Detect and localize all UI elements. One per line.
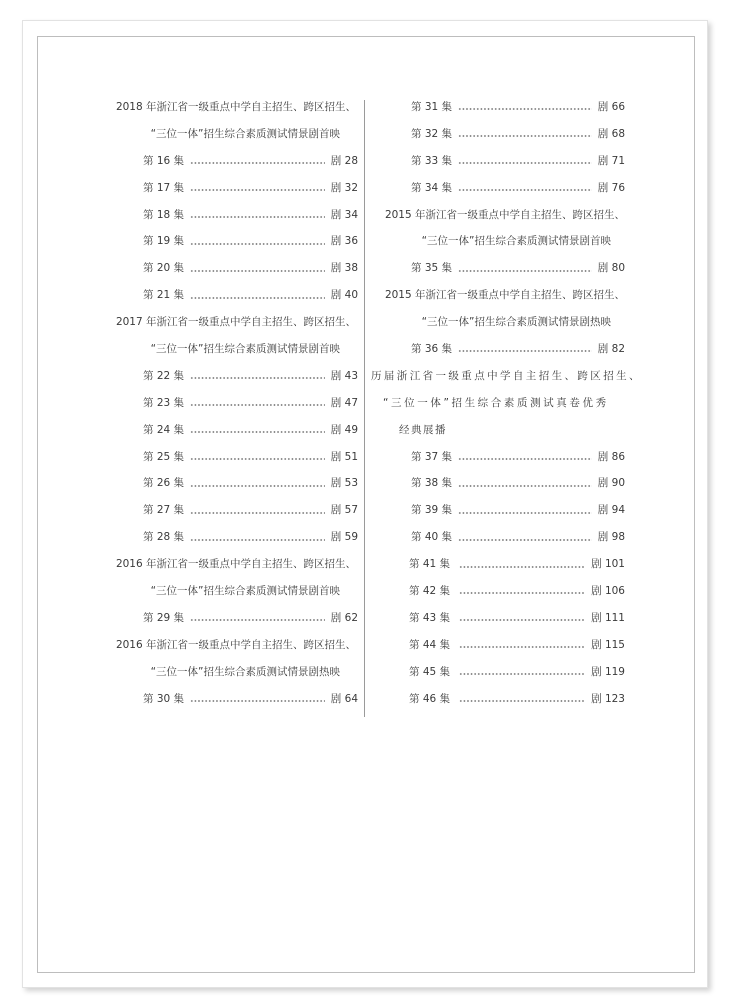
episode-label: 第 33 集 [411, 154, 453, 167]
toc-entry [411, 444, 625, 471]
episode-label: 第 25 集 [143, 450, 185, 463]
page-number: 剧 80 [597, 262, 625, 275]
section-heading: “三位一体”招生综合素质测试情景剧热映 [421, 316, 611, 329]
dot-leader [459, 700, 585, 702]
toc-entry [143, 390, 358, 417]
section-heading: 历届浙江省一级重点中学自主招生、跨区招生、 [371, 369, 642, 382]
toc-entry [143, 524, 358, 551]
toc-entry [143, 417, 358, 444]
section-heading: “三位一体”招生综合素质测试情景剧首映 [150, 343, 340, 356]
toc-entry [143, 444, 358, 471]
toc-entry [143, 202, 358, 229]
dot-leader [190, 431, 325, 433]
episode-label: 第 36 集 [411, 343, 453, 356]
toc-entry [409, 686, 625, 713]
page-number: 剧 71 [597, 154, 625, 167]
episode-label: 第 19 集 [143, 235, 185, 248]
page-number: 剧 62 [330, 611, 358, 624]
dot-leader [458, 539, 592, 541]
toc-right-column [369, 94, 642, 712]
toc-entry [409, 551, 625, 578]
dot-leader [458, 350, 592, 352]
section-heading: 2016 年浙江省一级重点中学自主招生、跨区招生、 [115, 638, 356, 651]
dot-leader [190, 539, 325, 541]
page-number: 剧 86 [597, 450, 625, 463]
toc-entry [411, 121, 625, 148]
toc-entry [143, 255, 358, 282]
page-number: 剧 53 [330, 477, 358, 490]
section-heading: “三位一体”招生综合素质测试情景剧首映 [421, 235, 611, 248]
episode-label: 第 46 集 [409, 692, 451, 705]
page-number: 剧 49 [330, 423, 358, 436]
toc-entry [143, 605, 358, 632]
toc-entry [411, 94, 625, 121]
dot-leader [458, 512, 592, 514]
episode-label: 第 26 集 [143, 477, 185, 490]
episode-label: 第 35 集 [411, 262, 453, 275]
toc-entry [411, 336, 625, 363]
section-heading: 2017 年浙江省一级重点中学自主招生、跨区招生、 [115, 316, 356, 329]
page-number: 剧 66 [597, 101, 625, 113]
dot-leader [190, 377, 325, 379]
toc-entry [411, 175, 625, 202]
episode-label: 第 20 集 [143, 262, 185, 275]
page-number: 剧 64 [330, 692, 358, 705]
episode-label: 第 38 集 [411, 477, 453, 490]
page-number: 剧 28 [330, 154, 358, 167]
page-number: 剧 59 [330, 531, 358, 544]
dot-leader [190, 270, 325, 272]
page-number: 剧 111 [591, 611, 625, 624]
dot-leader [190, 216, 325, 218]
page-number: 剧 90 [597, 477, 625, 490]
toc-entry [409, 578, 625, 605]
toc-entry [143, 363, 358, 390]
dot-leader [190, 485, 325, 487]
dot-leader [190, 162, 325, 164]
page-number: 剧 43 [330, 369, 358, 382]
episode-label: 第 21 集 [143, 289, 185, 302]
toc-entry [143, 228, 358, 255]
dot-leader [459, 673, 585, 675]
dot-leader [459, 646, 585, 648]
episode-label: 第 41 集 [409, 558, 451, 571]
dot-leader [190, 619, 325, 621]
toc-entry [411, 497, 625, 524]
dot-leader [190, 243, 325, 245]
dot-leader [190, 512, 325, 514]
dot-leader [458, 458, 592, 460]
dot-leader [458, 162, 592, 164]
page-number: 剧 98 [597, 531, 625, 544]
page-number: 剧 94 [597, 504, 625, 517]
episode-label: 第 29 集 [143, 611, 185, 624]
page-number: 剧 106 [591, 585, 625, 598]
page-number: 剧 68 [597, 127, 625, 140]
page-number: 剧 34 [330, 208, 358, 221]
page-number: 剧 119 [591, 665, 625, 678]
episode-label: 第 18 集 [143, 208, 185, 221]
episode-label: 第 30 集 [143, 692, 185, 705]
toc-entry [411, 255, 625, 282]
toc-entry [409, 659, 625, 686]
column-divider [364, 100, 365, 717]
dot-leader [458, 189, 592, 191]
episode-label: 第 27 集 [143, 504, 185, 517]
episode-label: 第 37 集 [411, 450, 453, 463]
episode-label: 第 31 集 [411, 101, 453, 113]
page-number: 剧 57 [330, 504, 358, 517]
toc-entry [143, 175, 358, 202]
episode-label: 第 34 集 [411, 181, 453, 194]
section-heading: “三位一体”招生综合素质测试情景剧首映 [150, 585, 340, 598]
episode-label: 第 43 集 [409, 611, 451, 624]
episode-label: 第 42 集 [409, 585, 451, 598]
dot-leader [459, 566, 585, 568]
dot-leader [190, 404, 325, 406]
page-number: 剧 115 [591, 638, 625, 651]
dot-leader [190, 458, 325, 460]
section-heading: “三位一体”招生综合素质测试真卷优秀 [383, 396, 609, 409]
section-heading: “三位一体”招生综合素质测试情景剧热映 [150, 665, 340, 678]
toc-entry [411, 148, 625, 175]
toc-entry [411, 470, 625, 497]
page-number: 剧 36 [330, 235, 358, 248]
toc-entry [143, 497, 358, 524]
page-number: 剧 38 [330, 262, 358, 275]
dot-leader [458, 135, 592, 137]
section-heading: 经典展播 [399, 423, 447, 436]
toc-entry [143, 686, 358, 713]
episode-label: 第 39 集 [411, 504, 453, 517]
page-number: 剧 32 [330, 181, 358, 194]
dot-leader [458, 485, 592, 487]
episode-label: 第 22 集 [143, 369, 185, 382]
section-heading: 2016 年浙江省一级重点中学自主招生、跨区招生、 [115, 558, 356, 571]
page-number: 剧 82 [597, 343, 625, 356]
episode-label: 第 16 集 [143, 154, 185, 167]
episode-label: 第 24 集 [143, 423, 185, 436]
toc-left-column [100, 94, 358, 712]
dot-leader [190, 189, 325, 191]
section-heading: 2018 年浙江省一级重点中学自主招生、跨区招生、 [115, 101, 356, 113]
toc-entry [143, 470, 358, 497]
episode-label: 第 45 集 [409, 665, 451, 678]
dot-leader [190, 700, 325, 702]
dot-leader [458, 108, 592, 110]
toc-entry [143, 148, 358, 175]
toc-entry [143, 282, 358, 309]
page-number: 剧 51 [330, 450, 358, 463]
page-number: 剧 47 [330, 396, 358, 409]
section-heading: 2015 年浙江省一级重点中学自主招生、跨区招生、 [384, 208, 625, 221]
episode-label: 第 17 集 [143, 181, 185, 194]
episode-label: 第 44 集 [409, 638, 451, 651]
page-number: 剧 76 [597, 181, 625, 194]
dot-leader [458, 270, 592, 272]
episode-label: 第 28 集 [143, 531, 185, 544]
page-number: 剧 123 [591, 692, 625, 705]
episode-label: 第 23 集 [143, 396, 185, 409]
episode-label: 第 32 集 [411, 127, 453, 140]
page-number: 剧 40 [330, 289, 358, 302]
section-heading: 2015 年浙江省一级重点中学自主招生、跨区招生、 [384, 289, 625, 302]
toc-entry [411, 524, 625, 551]
dot-leader [190, 297, 325, 299]
toc-entry [409, 632, 625, 659]
episode-label: 第 40 集 [411, 531, 453, 544]
dot-leader [459, 619, 585, 621]
toc-entry [409, 605, 625, 632]
section-heading: “三位一体”招生综合素质测试情景剧首映 [150, 127, 340, 140]
page-number: 剧 101 [591, 558, 625, 571]
dot-leader [459, 592, 585, 594]
